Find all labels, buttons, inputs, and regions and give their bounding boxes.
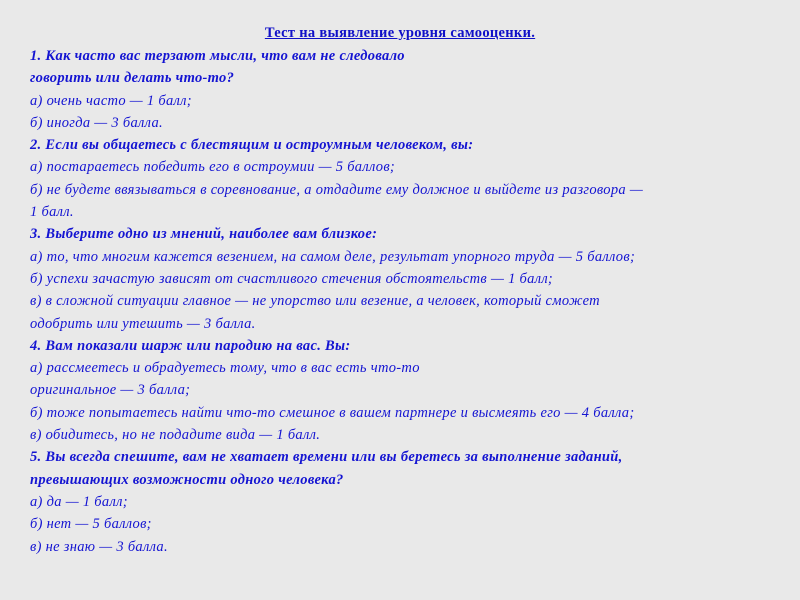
question-line: 1. Как часто вас терзают мысли, что вам не следовало [30,48,405,64]
answer-line: одобрить или утешить — 3 балла. [30,315,256,332]
page-title: Тест на выявление уровня самооценки. [264,25,536,41]
answer-line: б) иногда — 3 балла. [30,114,163,131]
question-line: 3. Выберите одно из мнений, наиболее вам близкое: [30,226,378,243]
question-line: 2. Если вы общаетесь с блестящим и остроумным человеком, вы: [30,137,474,154]
answer-line: а) да — 1 балл; [30,493,128,510]
question-line: превышающих возможности одного человека? [30,471,344,488]
answer-line: б) нет — 5 баллов; [30,516,152,533]
answer-line: в) в сложной ситуации главное — не упорство или везение, а человек, который сможет [30,293,600,310]
question-line: говорить или делать что-то? [30,70,235,87]
answer-line: б) тоже попытаетесь найти что-то смешное в вашем партнере и высмеять его — 4 балла; [30,404,635,421]
answer-line: а) постараетесь победить его в остроумии — 5 баллов; [30,159,396,176]
answer-line: а) очень часто — 1 балл; [30,92,192,109]
answer-line: б) успехи зачастую зависят от счастливого стечения обстоятельств — 1 балл; [30,270,554,287]
question-line: 4. Вам показали шарж или пародию на вас. Вы: [30,337,351,354]
test-text-body [30,45,775,558]
answer-line: 1 балл. [30,204,74,221]
answer-line: б) не будете ввязываться в соревнование, а отдадите ему должное и выйдете из разговора — [30,181,644,198]
answer-line: а) рассмеетесь и обрадуетесь тому, что в вас есть что-то [30,360,420,377]
question-line: 5. Вы всегда спешите, вам не хватает времени или вы беретесь за выполнение заданий, [30,449,623,466]
answer-line: оригинальное — 3 балла; [30,382,191,399]
answer-line: а) то, что многим кажется везением, на самом деле, результат упорного труда — 5 баллов; [30,248,636,265]
answer-line: в) не знаю — 3 балла. [30,538,168,555]
answer-line: в) обидитесь, но не подадите вида — 1 балл. [30,427,321,444]
